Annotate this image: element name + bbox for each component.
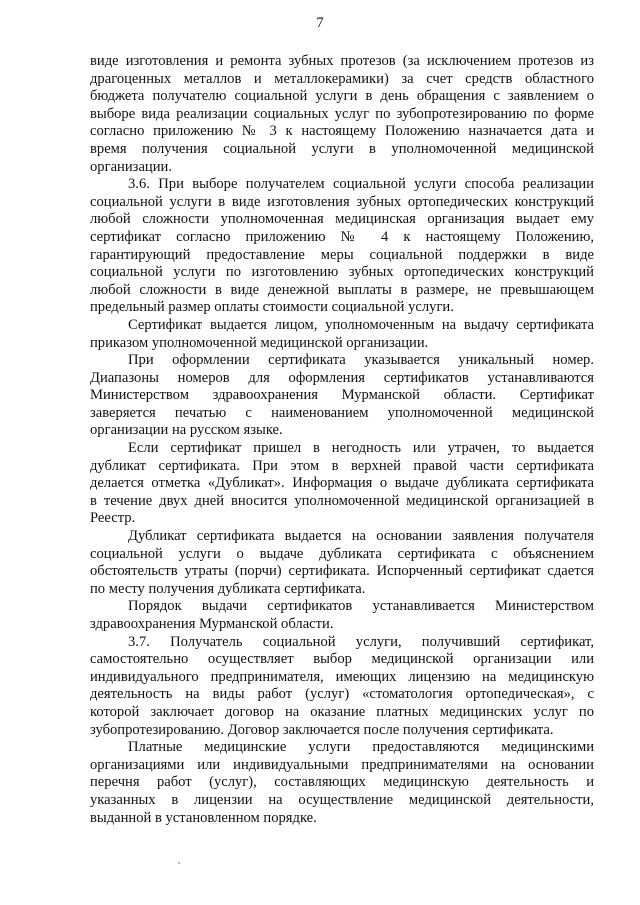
text-line: перечня работ (услуг), составляющих медицинскую деятельность и [90,774,594,791]
text-line: Дубликат сертификата выдается на основании заявления получателя [128,528,594,545]
text-line: сертификат согласно приложению № 4 к настоящему Положению, [90,228,594,245]
text-line: виде изготовления и ремонта зубных протезов (за исключением протезов из [90,53,594,69]
text-line: 3.6. При выборе получателем социальной услуги способа реализации [128,176,594,193]
paragraph [90,176,594,317]
text-line: самостоятельно осуществляет выбор медицинской организации или [90,651,594,668]
text-line: социальной услуги в виде изготовления зубных ортопедических конструкций [90,193,594,210]
text-line: 3.7. Получатель социальной услуги, получивший сертификат, [128,633,594,650]
text-line: указанных в лицензии на осуществление медицинской деятельности, [90,791,594,808]
paragraph [90,440,594,528]
text-line: Реестр. [90,510,136,527]
text-line: организациями или индивидуальными предпринимателями на основании [90,756,594,773]
text-line: делается отметка «Дубликат». Информация о выдаче дубликата сертификата [90,475,594,492]
text-line: Министерством здравоохранения Мурманской области. Сертификат [90,387,594,404]
text-line: любой сложности уполномоченная медицинская организация выдает ему [90,211,594,228]
paragraph [90,317,594,352]
text-line: зубопротезированию. Договор заключается после получения сертификата. [90,721,554,738]
text-line: дубликат сертификата. При этом в верхней правой части сертификата [90,457,594,474]
text-line: выданной в установленном порядке. [90,809,317,826]
text-line: приказом уполномоченной медицинской организации. [90,334,429,351]
paragraph [90,739,594,827]
text-line: Диапазоны номеров для оформления сертификатов устанавливаются [90,369,594,386]
paragraph [90,598,594,633]
scan-speck [178,862,180,864]
text-line: любой сложности в виде денежной выплаты в размере, не превышающем [90,281,594,298]
text-line: организации на русском языке. [90,422,283,439]
text-line: При оформлении сертификата указывается уникальный номер. [128,352,594,369]
text-line: Платные медицинские услуги предоставляются медицинскими [128,739,594,756]
text-line: гарантирующий предоставление меры социальной поддержки в виде [90,246,594,263]
text-line: Сертификат выдается лицом, уполномоченным на выдачу сертификата [128,316,594,333]
text-line: заверяется печатью с наименованием уполномоченной медицинской [90,404,594,421]
text-line: здравоохранения Мурманской области. [90,616,334,632]
document-body [90,53,594,827]
text-line: организации. [90,158,172,175]
page-number: 7 [316,15,324,31]
paragraph [90,528,594,598]
text-line: выборе вида реализации социальных услуг по зубопротезированию по форме [90,105,594,122]
text-line: драгоценных металлов и металлокерамики) за счет средств областного [90,70,594,87]
text-line: бюджета получателю социальной услуги в день обращения с заявлением о [90,88,594,105]
text-line: по месту получения дубликата сертификата. [90,580,366,597]
text-line: индивидуального предпринимателя, имеющих лицензию на медицинскую [90,668,594,685]
text-line: в течение двух дней вносится уполномоченной медицинской организацией в [90,492,594,509]
text-line: социальной услуги по изготовлению зубных ортопедических конструкций [90,264,594,281]
text-line: деятельность на виды работ (услуг) «стоматология ортопедическая», с [90,686,594,703]
text-line: предельный размер оплаты стоимости социальной услуги. [90,299,454,316]
text-line: Порядок выдачи сертификатов устанавливается Министерством [128,598,594,615]
text-line: время получения социальной услуги в уполномоченной медицинской [90,140,594,157]
text-line: согласно приложению № 3 к настоящему Положению назначается дата и [90,123,594,140]
text-line: Если сертификат пришел в негодность или утрачен, то выдается [128,440,594,457]
text-line: обстоятельств утраты (порчи) сертификата. Испорченный сертификат сдается [90,563,594,580]
text-line: которой заключает договор на оказание платных медицинских услуг по [90,703,594,720]
paragraph [90,53,594,176]
text-line: социальной услуги о выдаче дубликата сертификата с объяснением [90,545,594,562]
paragraph [90,634,594,740]
paragraph [90,352,594,440]
